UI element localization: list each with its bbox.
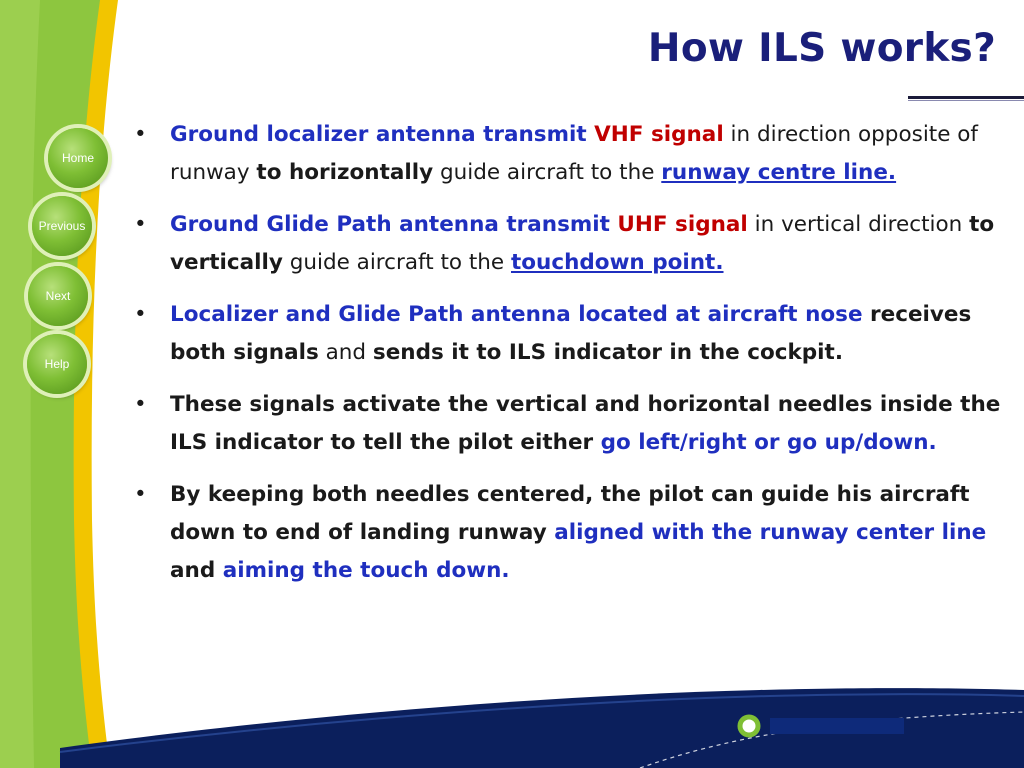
bullet-text: in vertical direction: [747, 212, 970, 237]
title-underline: [908, 96, 1024, 99]
bullet-localizer: [134, 116, 1004, 192]
bullet-text: Ground localizer antenna transmit: [170, 122, 595, 147]
title-underline-thin: [908, 100, 1024, 101]
bullet-text-bold: sends it to ILS indicator in the cockpit.: [372, 340, 843, 365]
bullet-glide-path: [134, 206, 1004, 282]
footer-ring-icon: [740, 717, 758, 735]
bullet-text: guide aircraft to the: [282, 250, 511, 275]
bullet-text-bold: to horizontally: [256, 160, 434, 185]
bullet-antenna: [134, 296, 1004, 372]
footer-bar: [770, 718, 904, 734]
bullet-glyph: •: [134, 302, 147, 327]
bullet-text-highlight: aiming the touch down.: [222, 558, 510, 583]
bullet-text-link: runway centre line.: [661, 160, 897, 185]
slide-title: How ILS works?: [647, 26, 996, 71]
bullet-text: Localizer and Glide Path antenna located at aircraft nose: [170, 302, 863, 327]
bullet-text-highlight: UHF signal: [617, 212, 748, 237]
bullet-text-bold: receives both signals: [170, 302, 972, 365]
bullet-text: in direction opposite of runway: [170, 122, 979, 185]
bullet-text-link: touchdown point.: [511, 250, 724, 275]
bullet-glyph: •: [134, 122, 147, 147]
bullet-list: [134, 116, 1004, 604]
bullet-text-bold: By keeping both needles centered, the pilot can guide his aircraft down to end of landing runway: [170, 482, 970, 545]
previous-button[interactable]: Previous: [32, 196, 92, 256]
bullet-text: and: [318, 340, 373, 365]
bullet-text-bold: to vertically: [170, 212, 995, 275]
bullet-text: Ground Glide Path antenna transmit: [170, 212, 618, 237]
bullet-glyph: •: [134, 212, 147, 237]
bullet-glyph: •: [134, 392, 147, 417]
bullet-text-highlight: VHF signal: [594, 122, 724, 147]
bullet-text-bold: and: [170, 558, 223, 583]
bullet-text-highlight: aligned with the runway center line: [554, 520, 987, 545]
bullet-glyph: •: [134, 482, 147, 507]
home-button[interactable]: Home: [48, 128, 108, 188]
next-button[interactable]: Next: [28, 266, 88, 326]
help-button[interactable]: Help: [27, 334, 87, 394]
bullet-text-bold: These signals activate the vertical and horizontal needles inside the ILS indicator to tell the pilot either: [170, 392, 1001, 455]
bullet-text-highlight: go left/right or go up/down.: [600, 430, 937, 455]
bullet-text: guide aircraft to the: [433, 160, 662, 185]
bullet-needles: [134, 386, 1004, 462]
bullet-centered: [134, 476, 1004, 590]
